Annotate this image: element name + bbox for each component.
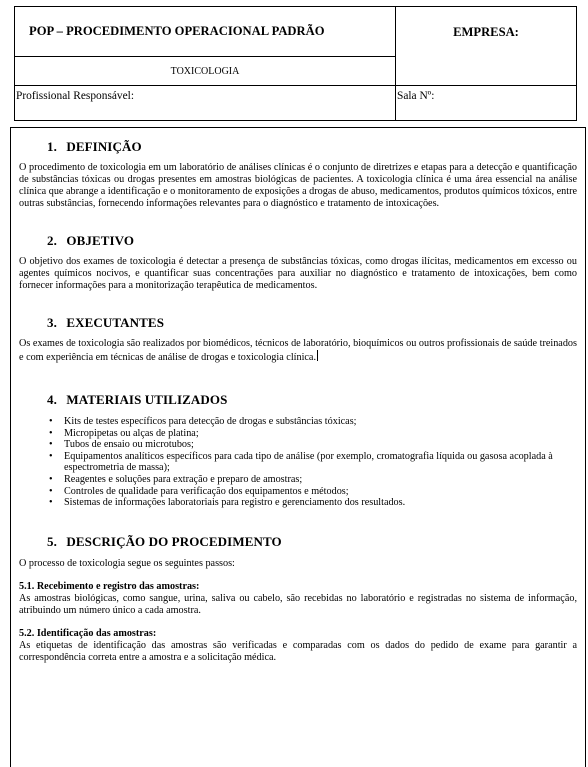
section-title: EXECUTANTES [66,315,165,330]
step-heading: 5.2. Identificação das amostras: [19,627,157,639]
section-text-definicao[interactable]: O procedimento de toxicologia em um laboratório de análises clínicas é o conjunto de diretrizes e etapas para a detecção e quantificação de substâncias tóxicas ou drogas presentes em amostras biológicas de pacientes. A toxicologia clínica é uma área essencial na análise clínica que abrange a identificação e o monitoramento de exposições a drogas de abuso, medicamentos, produtos químicos tóxicos, entre outras substâncias, fornecendo informações relevantes para o diagnóstico e tratamento de intoxicações. [19,162,577,209]
step-text[interactable]: As amostras biológicas, como sangue, urina, saliva ou cabelo, são recebidas no laboratório e registradas no sistema de informação, atribuindo um número único a cada amostra. [19,592,577,616]
room-field[interactable]: Sala Nº: [396,86,577,121]
list-item[interactable]: • Micropipetas ou alças de platina; [49,428,577,440]
list-item[interactable]: • Sistemas de informações laboratoriais para registro e gerenciamento dos resultados. [49,497,577,509]
list-item[interactable]: • Kits de testes específicos para detecção de drogas e substâncias tóxicas; [49,416,577,428]
step-heading: 5.1. Recebimento e registro das amostras: [19,580,200,592]
section-number: 3. [47,315,57,330]
document-title: POP – PROCEDIMENTO OPERACIONAL PADRÃO [15,7,396,57]
section-text-executantes[interactable] [19,338,577,364]
section-title: DESCRIÇÃO DO PROCEDIMENTO [66,533,282,549]
section-title: OBJETIVO [66,233,135,248]
section-heading-materiais [19,392,577,408]
list-item[interactable]: • Equipamentos analíticos específicos para cada tipo de análise (por exemplo, cromatografia líquida ou gasosa acoplada à espectrometria de massa); [49,451,577,474]
list-item[interactable]: • Controles de qualidade para verificação dos equipamentos e métodos; [49,486,577,498]
section-number: 2. [47,233,57,248]
section-number: 4. [47,392,57,407]
section-title: MATERIAIS UTILIZADOS [66,392,228,407]
section-text-objetivo[interactable]: O objetivo dos exames de toxicologia é detectar a presença de substâncias tóxicas, como drogas ilícitas, medicamentos em excesso ou agentes químicos nocivos, e quantificar suas concentrações para auxiliar no diagnóstico e tratamento de intoxicações, bem como fornecer informações para a monitorização terapêutica de medicamentos. [19,256,577,291]
section-title: DEFINIÇÃO [66,139,142,154]
section-heading-definicao [19,139,577,155]
list-item[interactable]: • Tubos de ensaio ou microtubos; [49,439,577,451]
header-table [14,6,577,121]
document-subject: TOXICOLOGIA [15,57,396,86]
section-heading-descricao [19,534,577,550]
document-body [10,127,586,767]
section-heading-executantes [19,315,577,331]
document-content [19,128,577,664]
step-text[interactable]: As etiquetas de identificação das amostras são verificadas e comparadas com os dados do pedido de exame para garantir a correspondência correta entre a amostra e a solicitação médica. [19,639,577,663]
company-field[interactable]: EMPRESA: [396,7,577,86]
materials-list [19,416,577,509]
section-intro-descricao[interactable]: O processo de toxicologia segue os seguintes passos: [19,557,235,569]
professional-field[interactable]: Profissional Responsável: [15,86,396,121]
text-cursor [317,350,318,361]
section-heading-objetivo [19,233,577,249]
section-text: Os exames de toxicologia são realizados por biomédicos, técnicos de laboratório, bioquímicos ou outros profissionais de saúde treinados e com experiência em técnicas de análise de drogas e toxicologia clínica. [19,338,577,363]
section-number: 1. [47,139,57,154]
section-number: 5. [47,533,57,549]
list-item[interactable]: • Reagentes e soluções para extração e preparo de amostras; [49,474,577,486]
